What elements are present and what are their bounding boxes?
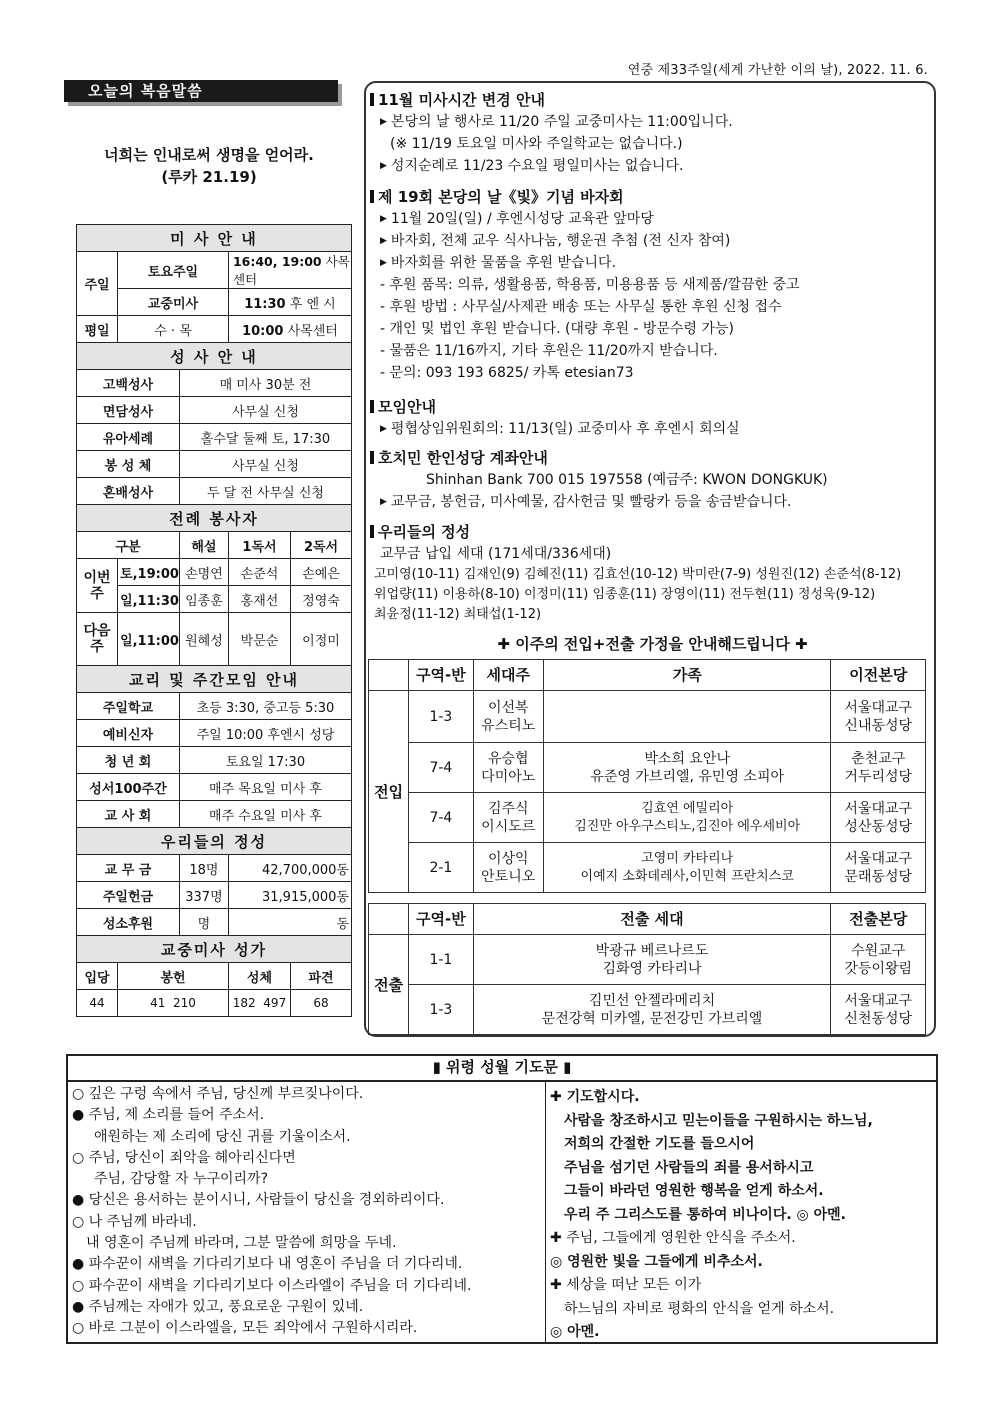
sacrament-info: 사무실 신청	[179, 397, 351, 424]
servers-time: 일,11:00	[118, 613, 180, 666]
psalm-line: ● 파수꾼이 새벽을 기다리기보다 내 영혼이 주님을 더 기다리네.	[72, 1256, 463, 1273]
psalm-line: 내 영혼이 주님께 바라며, 그분 말씀에 희망을 두네.	[86, 1235, 397, 1252]
move-out-label: 전출	[369, 935, 409, 1035]
announcement-line: - 개인 및 법인 후원 받습니다. (대량 후원 - 방문수령 가능)	[380, 321, 734, 337]
next-week-label: 다음주	[77, 613, 118, 666]
sacrament-info: 홀수달 둘째 토, 17:30	[179, 424, 351, 451]
mass-schedule: 10:00 사목센터	[228, 316, 351, 343]
donor-names: 위업량(11) 이용하(8-10) 이정미(11) 임종훈(11) 장영이(11) 전두현(11) 정성욱(9-12)	[374, 587, 876, 602]
hymn-header: 파견	[291, 963, 352, 990]
announcement-title: 제 19회 본당의 날《빛》기념 바자회	[378, 188, 624, 206]
announcement-line: - 후원 방법 : 사무실/사제관 배송 또는 사무실 통한 후원 신청 접수	[380, 299, 782, 315]
move-in-header: 이전본당	[831, 660, 926, 691]
announcement-meeting: 모임안내 ▶ 평협상임위원회의: 11/13(일) 교중미사 후 후엔시 회의실	[370, 396, 935, 440]
hymn-header: 입당	[77, 963, 118, 990]
education-name: 성서100주간	[77, 774, 180, 801]
education-info: 초등 3:30, 중고등 5:30	[179, 693, 351, 720]
offering-amount: 동	[228, 909, 351, 936]
move-in-header: 구역-반	[409, 660, 473, 691]
prayer-line: 사람을 창조하시고 믿는이들을 구원하시는 하느님,	[564, 1112, 873, 1129]
offering-name: 주일헌금	[77, 882, 180, 909]
servers-commentator: 손명연	[179, 559, 228, 586]
move-in-zone: 7-4	[409, 793, 473, 843]
move-out-zone: 1-1	[409, 935, 473, 985]
announcement-line: 성지순례로 11/23 수요일 평일미사는 없습니다.	[390, 158, 684, 174]
announcement-line: 바자회를 위한 물품을 후원 받습니다.	[390, 255, 617, 271]
move-out-header: 전출본당	[831, 904, 926, 935]
prayer-line: 우리 주 그리스도를 통하여 비나이다. ◎ 아멘.	[564, 1206, 847, 1223]
announcement-title: 호치민 한인성당 계좌안내	[378, 449, 548, 467]
servers-time: 일,11:30	[118, 586, 180, 613]
move-in-zone: 1-3	[409, 691, 473, 743]
servers-header: 구분	[77, 532, 180, 559]
education-name: 청 년 회	[77, 747, 180, 774]
offering-section-title: 우리들의 정성	[77, 828, 352, 855]
education-info: 매주 수요일 미사 후	[179, 801, 351, 828]
move-in-parish: 서울대교구 성산동성당	[831, 793, 926, 843]
move-in-parish: 서울대교구 문래동성당	[831, 843, 926, 893]
servers-section-title: 전례 봉사자	[77, 505, 352, 532]
move-in-family: 김효연 에밀리아 김진만 아우구스티노,김진아 에우세비아	[543, 793, 831, 843]
sacrament-name: 봉 성 체	[77, 451, 180, 478]
announcement-bazaar: 제 19회 본당의 날《빛》기념 바자회 ▶ 11월 20일(일) / 후엔시성당 교육관 앞마당 ▶ 바자회, 전체 교우 식사나눔, 행운권 추첨 (전 신자 참여) ▶ 바자회를 위한 물품을 후원 받습니다. - 후원 품목: 의류, 생활용품, 학용품, 미용용품 등 새제품/깔끔한 중고 - 후원 방법 : 사무실/사제관 배송 또는 사무실 통한 후원 신청 접수 - 개인 및 법인 후원 받습니다. (대량 후원 - 방문수령 가능) - 물품은 11/16까지, 기타 후원은 11/20까지 받습니다. - 문의: 093 193 6825/ 카톡 etesian73	[370, 186, 935, 384]
move-out-parish: 수원교구 갓등이왕림	[831, 935, 926, 985]
offering-name: 성소후원	[77, 909, 180, 936]
parish-info-table	[76, 224, 352, 1017]
hymn-number: 68	[291, 990, 352, 1017]
sacrament-name: 고백성사	[77, 370, 180, 397]
gospel-verse	[64, 144, 354, 188]
move-in-label: 전입	[369, 691, 409, 893]
move-out-header: 구역-반	[409, 904, 473, 935]
psalm-text	[72, 1084, 542, 1340]
prayer-line: 하느님의 자비로 평화의 안식을 얻게 하소서.	[564, 1300, 835, 1317]
sacrament-info: 매 미사 30분 전	[179, 370, 351, 397]
movers-title: ✚ 이주의 전입+전출 가정을 안내해드립니다 ✚	[497, 635, 808, 653]
move-in-parish: 서울대교구 신내동성당	[831, 691, 926, 743]
education-name: 예비신자	[77, 720, 180, 747]
announcement-mass-change: 11월 미사시간 변경 안내 ▶ 본당의 날 행사로 11/20 주일 교중미사는 11:00입니다. (※ 11/19 토요일 미사와 주일학교는 없습니다.) ▶ 성지순례로 11/23 수요일 평일미사는 없습니다.	[370, 89, 935, 177]
announcement-bank-account: 호치민 한인성당 계좌안내 Shinhan Bank 700 015 197558 (예금주: KWON DONGKUK) ▶ 교무금, 봉헌금, 미사예물, 감사헌금 및 빨랑카 등을 송금받습니다.	[370, 447, 935, 513]
mass-kind: 수 · 목	[118, 316, 229, 343]
hymn-number: 182 497	[228, 990, 290, 1017]
education-info: 토요일 17:30	[179, 747, 351, 774]
servers-time: 토,19:00	[118, 559, 180, 586]
prayer-line: ✚ 기도합시다.	[550, 1089, 640, 1105]
hymn-header: 성체	[228, 963, 290, 990]
move-in-zone: 2-1	[409, 843, 473, 893]
offering-count: 명	[179, 909, 228, 936]
mass-schedule: 11:30 후 엔 시	[228, 289, 351, 316]
announcement-line: 교무금 납입 세대 (171세대/336세대)	[380, 546, 612, 562]
move-out-zone: 1-3	[409, 985, 473, 1035]
move-in-family: 박소희 요안나 유준영 가브리엘, 유민영 소피아	[543, 743, 831, 793]
offering-amount: 42,700,000동	[228, 855, 351, 882]
announcement-line: 11월 20일(일) / 후엔시성당 교육관 앞마당	[390, 211, 654, 227]
announcement-line: 바자회, 전체 교우 식사나눔, 행운권 추첨 (전 신자 참여)	[390, 233, 731, 249]
sacrament-name: 면담성사	[77, 397, 180, 424]
servers-reader2: 정영숙	[291, 586, 352, 613]
announcement-line: 평협상임위원회의: 11/13(일) 교중미사 후 후엔시 회의실	[390, 421, 740, 437]
mass-kind: 교중미사	[118, 289, 229, 316]
move-in-family: 고영미 카타리나 이예지 소화데레사,이민혁 프란치스코	[543, 843, 831, 893]
offering-amount: 31,915,000동	[228, 882, 351, 909]
psalm-line: ● 주님께는 자애가 있고, 풍요로운 구원이 있네.	[72, 1298, 364, 1315]
hymn-number: 44	[77, 990, 118, 1017]
servers-reader2: 이정미	[291, 613, 352, 666]
move-in-header: 세대주	[473, 660, 543, 691]
mass-section-title: 미 사 안 내	[77, 225, 352, 252]
prayer-line: 그들이 바라던 영원한 행복을 얻게 하소서.	[564, 1183, 824, 1199]
servers-commentator: 원혜성	[179, 613, 228, 666]
prayer-line: 주님을 섬기던 사람들의 죄를 용서하시고	[564, 1159, 814, 1176]
servers-reader2: 손예은	[291, 559, 352, 586]
mass-sunday-label: 주일	[77, 252, 118, 316]
psalm-line: ○ 깊은 구렁 속에서 주님, 당신께 부르짖나이다.	[72, 1086, 364, 1102]
prayer-title: ▮ 위령 성월 기도문 ▮	[66, 1054, 938, 1082]
sacrament-section-title: 성 사 안 내	[77, 343, 352, 370]
move-in-family	[543, 691, 831, 743]
prayer-line: ✚ 주님, 그들에게 영원한 안식을 주소서.	[550, 1230, 796, 1246]
prayer-line: ◎ 아멘.	[550, 1324, 600, 1340]
gospel-line-2: (루카 21.19)	[161, 168, 257, 186]
move-in-head: 김주식 이시도르	[473, 793, 543, 843]
mass-kind: 토요주일	[118, 252, 229, 289]
psalm-line: ○ 바로 그분이 이스라엘을, 모든 죄악에서 구원하시리라.	[72, 1320, 418, 1337]
hymn-number: 41 210	[118, 990, 229, 1017]
servers-header: 해설	[179, 532, 228, 559]
psalm-line: ● 주님, 제 소리를 들어 주소서.	[72, 1107, 265, 1124]
bank-account-number: Shinhan Bank 700 015 197558 (예금주: KWON DONGKUK)	[426, 472, 828, 488]
education-info: 주일 10:00 후엔시 성당	[179, 720, 351, 747]
announcement-line: - 후원 품목: 의류, 생활용품, 학용품, 미용용품 등 새제품/깔끔한 중고	[380, 277, 800, 293]
move-out-header: 전출 세대	[473, 904, 831, 935]
servers-reader1: 손준석	[228, 559, 290, 586]
servers-reader1: 박문순	[228, 613, 290, 666]
move-in-head: 이선복 유스티노	[473, 691, 543, 743]
education-info: 매주 목요일 미사 후	[179, 774, 351, 801]
announcement-title: 모임안내	[378, 398, 436, 416]
announcement-title: 우리들의 정성	[378, 523, 471, 541]
move-in-head: 유승협 다미아노	[473, 743, 543, 793]
announcement-line: 본당의 날 행사로 11/20 주일 교중미사는 11:00입니다.	[390, 114, 733, 130]
offering-name: 교 무 금	[77, 855, 180, 882]
education-section-title: 교리 및 주간모임 안내	[77, 666, 352, 693]
psalm-line: ○ 나 주님께 바라네.	[72, 1213, 197, 1230]
move-in-table	[368, 659, 926, 893]
mass-weekday-label: 평일	[77, 316, 118, 343]
servers-commentator: 임종훈	[179, 586, 228, 613]
psalm-line: 주님, 감당할 자 누구이리까?	[94, 1171, 268, 1188]
this-week-label: 이번주	[77, 559, 118, 613]
prayer-line: ◎ 영원한 빛을 그들에게 비추소서.	[550, 1253, 763, 1270]
sacrament-info: 두 달 전 사무실 신청	[179, 478, 351, 505]
prayer-line: 저희의 간절한 기도를 들으시어	[564, 1136, 755, 1152]
prayer-line: ✚ 세상을 떠난 모든 이가	[550, 1277, 702, 1293]
move-in-zone: 7-4	[409, 743, 473, 793]
hymn-header: 봉헌	[118, 963, 229, 990]
psalm-line: ● 당신은 용서하는 분이시니, 사람들이 당신을 경외하리이다.	[72, 1192, 445, 1209]
closing-prayer-text	[550, 1086, 935, 1345]
announcement-line: - 물품은 11/16까지, 기타 후원은 11/20까지 받습니다.	[380, 343, 718, 359]
gospel-title: 오늘의 복음말씀	[64, 80, 338, 102]
announcement-line: (※ 11/19 토요일 미사와 주일학교는 없습니다.)	[390, 136, 683, 152]
announcement-line: - 문의: 093 193 6825/ 카톡 etesian73	[380, 365, 634, 381]
offering-count: 18명	[179, 855, 228, 882]
gospel-line-1: 너희는 인내로써 생명을 얻어라.	[104, 146, 314, 164]
move-in-header: 가족	[543, 660, 831, 691]
servers-header: 1독서	[228, 532, 290, 559]
bulletin-date-header: 연중 제33주일(세계 가난한 이의 날), 2022. 11. 6.	[627, 63, 928, 78]
education-name: 주일학교	[77, 693, 180, 720]
hymns-section-title: 교중미사 성가	[77, 936, 352, 963]
psalm-line: ○ 파수꾼이 새벽을 기다리기보다 이스라엘이 주님을 더 기다리네.	[72, 1277, 472, 1294]
psalm-line: 애원하는 제 소리에 당신 귀를 기울이소서.	[94, 1128, 351, 1145]
servers-header: 2독서	[291, 532, 352, 559]
announcement-title: 11월 미사시간 변경 안내	[378, 91, 545, 109]
prayer-divider	[545, 1082, 546, 1344]
sacrament-info: 사무실 신청	[179, 451, 351, 478]
donor-names: 고미영(10-11) 김재인(9) 김혜진(11) 김효선(10-12) 박미란(7-9) 성원진(12) 손준석(8-12)	[374, 567, 902, 582]
announcement-line: 교무금, 봉헌금, 미사예물, 감사헌금 및 빨랑카 등을 송금받습니다.	[390, 494, 792, 510]
offering-count: 337명	[179, 882, 228, 909]
sacrament-name: 유아세례	[77, 424, 180, 451]
move-out-parish: 서울대교구 신천동성당	[831, 985, 926, 1035]
psalm-line: ○ 주님, 당신이 죄악을 헤아리신다면	[72, 1149, 296, 1166]
sacrament-name: 혼배성사	[77, 478, 180, 505]
donor-names: 최윤정(11-12) 최태섭(1-12)	[374, 607, 542, 622]
announcement-offerings	[370, 521, 935, 625]
servers-reader1: 홍재선	[228, 586, 290, 613]
move-out-table	[368, 903, 926, 1035]
mass-schedule: 16:40, 19:00 사목센터	[228, 252, 351, 289]
education-name: 교 사 회	[77, 801, 180, 828]
move-in-head: 이상익 안토니오	[473, 843, 543, 893]
move-out-household: 박광규 베르나르도 김화영 카타리나	[473, 935, 831, 985]
move-out-household: 김민선 안젤라메리치 문전강혁 미카엘, 문전강민 가브리엘	[473, 985, 831, 1035]
move-in-parish: 춘천교구 거두리성당	[831, 743, 926, 793]
